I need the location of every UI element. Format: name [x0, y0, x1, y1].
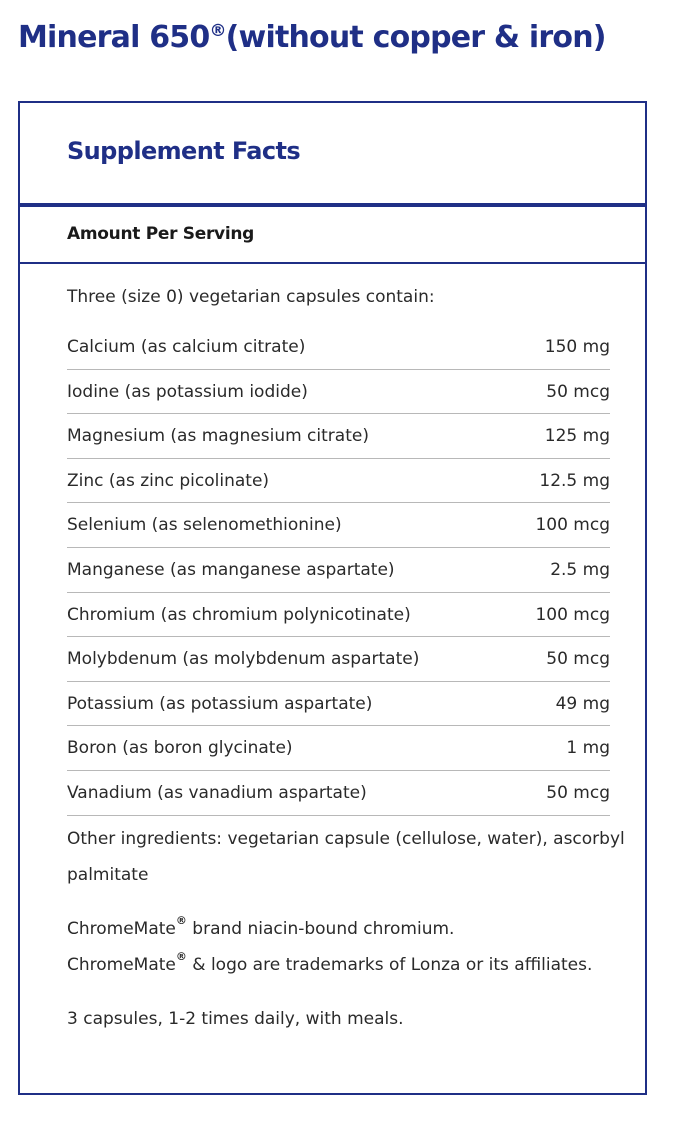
- nutrient-row: [67, 414, 610, 459]
- trademark-text-1: brand niacin-bound chromium.: [186, 919, 455, 939]
- nutrient-name: Chromium (as chromium polynicotinate): [67, 604, 411, 625]
- serving-description: Three (size 0) vegetarian capsules contain:: [67, 287, 435, 307]
- nutrient-amount: 125 mg: [544, 426, 610, 447]
- nutrient-name: Iodine (as potassium iodide): [67, 381, 308, 402]
- nutrient-name: Magnesium (as magnesium citrate): [67, 426, 369, 447]
- directions: 3 capsules, 1-2 times daily, with meals.: [67, 1009, 404, 1029]
- nutrient-amount: 100 mcg: [535, 604, 610, 625]
- facts-header: [20, 103, 645, 207]
- product-name: Mineral 650: [18, 20, 210, 55]
- product-title: [18, 20, 606, 55]
- nutrient-amount: 12.5 mg: [539, 470, 610, 491]
- nutrient-list: [67, 325, 610, 816]
- nutrient-row: [67, 325, 610, 370]
- nutrient-name: Calcium (as calcium citrate): [67, 337, 306, 357]
- label-notes: [67, 821, 627, 1055]
- nutrient-amount: 50 mcg: [546, 649, 610, 670]
- nutrient-amount: 50 mcg: [546, 782, 610, 803]
- nutrient-row: [67, 682, 610, 727]
- nutrient-row: [67, 370, 610, 415]
- nutrient-name: Zinc (as zinc picolinate): [67, 470, 270, 491]
- amount-per-serving-label: Amount Per Serving: [67, 224, 255, 244]
- nutrient-row: [67, 503, 610, 548]
- nutrient-name: Vanadium (as vanadium aspartate): [67, 782, 367, 803]
- product-variant: (without copper & iron): [225, 20, 606, 55]
- nutrient-row: [67, 593, 610, 638]
- trademark-registered-mark: ®: [175, 914, 187, 927]
- trademark-brand: ChromeMate: [67, 919, 176, 939]
- nutrient-amount: 49 mg: [555, 693, 610, 714]
- trademark-registered-mark: ®: [175, 950, 187, 963]
- nutrient-row: [67, 771, 610, 816]
- facts-heading: Supplement Facts: [67, 137, 301, 165]
- nutrient-name: Molybdenum (as molybdenum aspartate): [67, 649, 420, 670]
- trademark-brand: ChromeMate: [67, 955, 176, 975]
- nutrient-amount: 2.5 mg: [550, 559, 610, 580]
- other-ingredients: Other ingredients: vegetarian capsule (cellulose, water), ascorbyl palmitate: [67, 829, 625, 885]
- nutrient-name: Selenium (as selenomethionine): [67, 515, 342, 536]
- trademark-text-2: & logo are trademarks of Lonza or its affiliates.: [186, 955, 593, 975]
- nutrient-amount: 100 mcg: [535, 515, 610, 536]
- supplement-facts-panel: [18, 101, 647, 1095]
- nutrient-row: [67, 726, 610, 771]
- nutrient-row: [67, 637, 610, 682]
- nutrient-amount: 150 mg: [544, 337, 610, 357]
- nutrient-amount: 50 mcg: [546, 381, 610, 402]
- nutrient-name: Potassium (as potassium aspartate): [67, 693, 373, 714]
- nutrient-row: [67, 459, 610, 504]
- nutrient-row: [67, 548, 610, 593]
- nutrient-name: Manganese (as manganese aspartate): [67, 559, 395, 580]
- nutrient-name: Boron (as boron glycinate): [67, 738, 293, 759]
- amount-per-serving-row: [20, 207, 645, 264]
- trademark-notice: [67, 911, 627, 983]
- registered-mark: ®: [209, 21, 226, 41]
- nutrient-amount: 1 mg: [566, 738, 610, 759]
